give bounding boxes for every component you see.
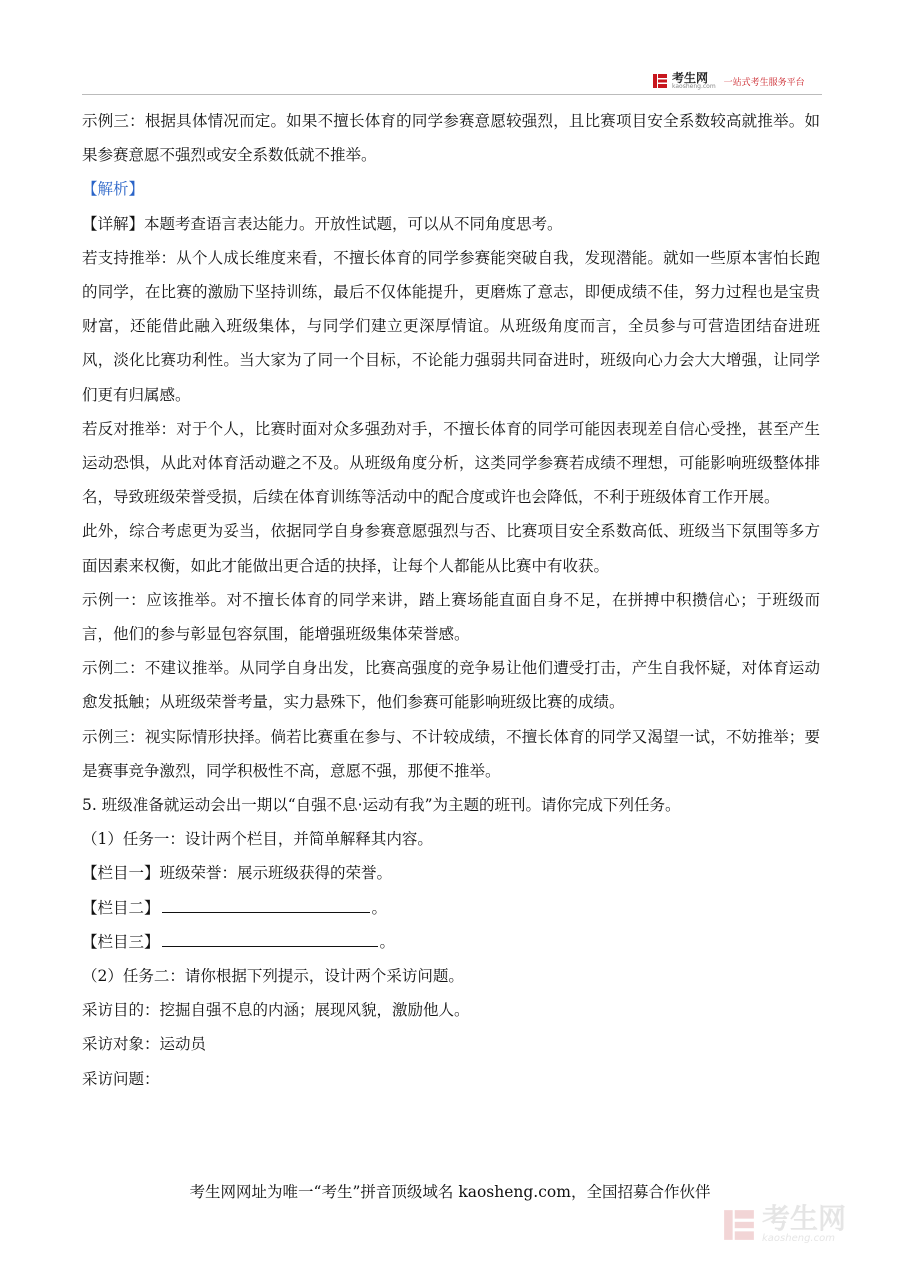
watermark-logo-icon bbox=[722, 1208, 756, 1242]
period: 。 bbox=[379, 932, 396, 951]
watermark-name: 考生网 bbox=[762, 1202, 847, 1235]
paragraph: 示例二：不建议推举。从同学自身出发，比赛高强度的竞争易让他们遭受打击，产生自我怀疑，对体育运动愈发抵触；从班级荣誉考量，实力悬殊下，他们参赛可能影响班级比赛的成绩。 bbox=[82, 659, 820, 712]
column-1: 【栏目一】班级荣誉：展示班级获得的荣誉。 bbox=[82, 864, 393, 883]
header-logo bbox=[652, 72, 805, 90]
paragraph: 此外，综合考虑更为妥当，依据同学自身参赛意愿强烈与否、比赛项目安全系数高低、班级当下氛围等多方面因素来权衡，如此才能做出更合适的抉择，让每个人都能从比赛中有收获。 bbox=[82, 522, 820, 575]
watermark-text bbox=[762, 1202, 847, 1244]
kaosheng-logo-icon bbox=[652, 73, 668, 89]
footer-text: 考生网网址为唯一“考生”拼音顶级域名 kaosheng.com，全国招募合作伙伴 bbox=[189, 1183, 711, 1201]
column-3-blank[interactable] bbox=[162, 928, 378, 947]
analysis-label: 【解析】 bbox=[82, 180, 145, 199]
logo-domain: kaosheng.com bbox=[672, 83, 716, 90]
period: 。 bbox=[371, 898, 388, 917]
task-2: （2）任务二：请你根据下列提示，设计两个采访问题。 bbox=[82, 967, 464, 986]
interview-questions: 采访问题： bbox=[82, 1069, 160, 1088]
paragraph: 【详解】本题考查语言表达能力。开放性试题，可以从不同角度思考。 bbox=[82, 214, 563, 233]
header-divider bbox=[82, 94, 822, 95]
watermark bbox=[722, 1202, 847, 1244]
paragraph: 若反对推举：对于个人，比赛时面对众多强劲对手，不擅长体育的同学可能因表现差自信心受挫，甚至产生运动恐惧，从此对体育活动避之不及。从班级角度分析，这类同学参赛若成绩不理想，可能影响班级整体排名，导致班级荣誉受损，后续在体育训练等活动中的配合度或许也会降低，不利于班级体育工作开展。 bbox=[82, 419, 820, 507]
column-2-blank[interactable] bbox=[162, 894, 370, 913]
question-5: 5. 班级准备就运动会出一期以“自强不息·运动有我”为主题的班刊。请你完成下列任务。 bbox=[82, 796, 681, 815]
paragraph: 若支持推举：从个人成长维度来看，不擅长体育的同学参赛能突破自我，发现潜能。就如一些原本害怕长跑的同学，在比赛的激励下坚持训练，最后不仅体能提升，更磨炼了意志，即便成绩不佳，努力过程也是宝贵财富，还能借此融入班级集体，与同学们建立更深厚情谊。从班级角度而言，全员参与可营造团结奋进班风，淡化比赛功利性。当大家为了同一个目标，不论能力强弱共同奋进时，班级向心力会大大增强，让同学们更有归属感。 bbox=[82, 248, 820, 404]
paragraph: 示例三：根据具体情况而定。如果不擅长体育的同学参赛意愿较强烈，且比赛项目安全系数较高就推举。如果参赛意愿不强烈或安全系数低就不推举。 bbox=[82, 112, 820, 165]
interview-purpose: 采访目的：挖掘自强不息的内涵；展现风貌，激励他人。 bbox=[82, 1001, 470, 1020]
task-1: （1）任务一：设计两个栏目，并简单解释其内容。 bbox=[82, 830, 433, 849]
paragraph: 示例三：视实际情形抉择。倘若比赛重在参与、不计较成绩，不擅长体育的同学又渴望一试，不妨推举；要是赛事竞争激烈，同学积极性不高，意愿不强，那便不推举。 bbox=[82, 727, 820, 780]
column-3-label: 【栏目三】 bbox=[82, 932, 160, 951]
document-body bbox=[82, 104, 820, 1096]
column-3 bbox=[82, 925, 820, 959]
column-2-label: 【栏目二】 bbox=[82, 898, 160, 917]
paragraph: 示例一：应该推举。对不擅长体育的同学来讲，踏上赛场能直面自身不足，在拼搏中积攒信心；于班级而言，他们的参与彰显包容氛围，能增强班级集体荣誉感。 bbox=[82, 590, 820, 644]
watermark-domain: kaosheng.com bbox=[762, 1233, 835, 1244]
column-2 bbox=[82, 891, 820, 925]
logo-slogan: 一站式考生服务平台 bbox=[723, 77, 805, 88]
logo-name: 考生网 bbox=[672, 71, 709, 85]
logo-text bbox=[672, 72, 716, 90]
interview-target: 采访对象：运动员 bbox=[82, 1035, 207, 1054]
